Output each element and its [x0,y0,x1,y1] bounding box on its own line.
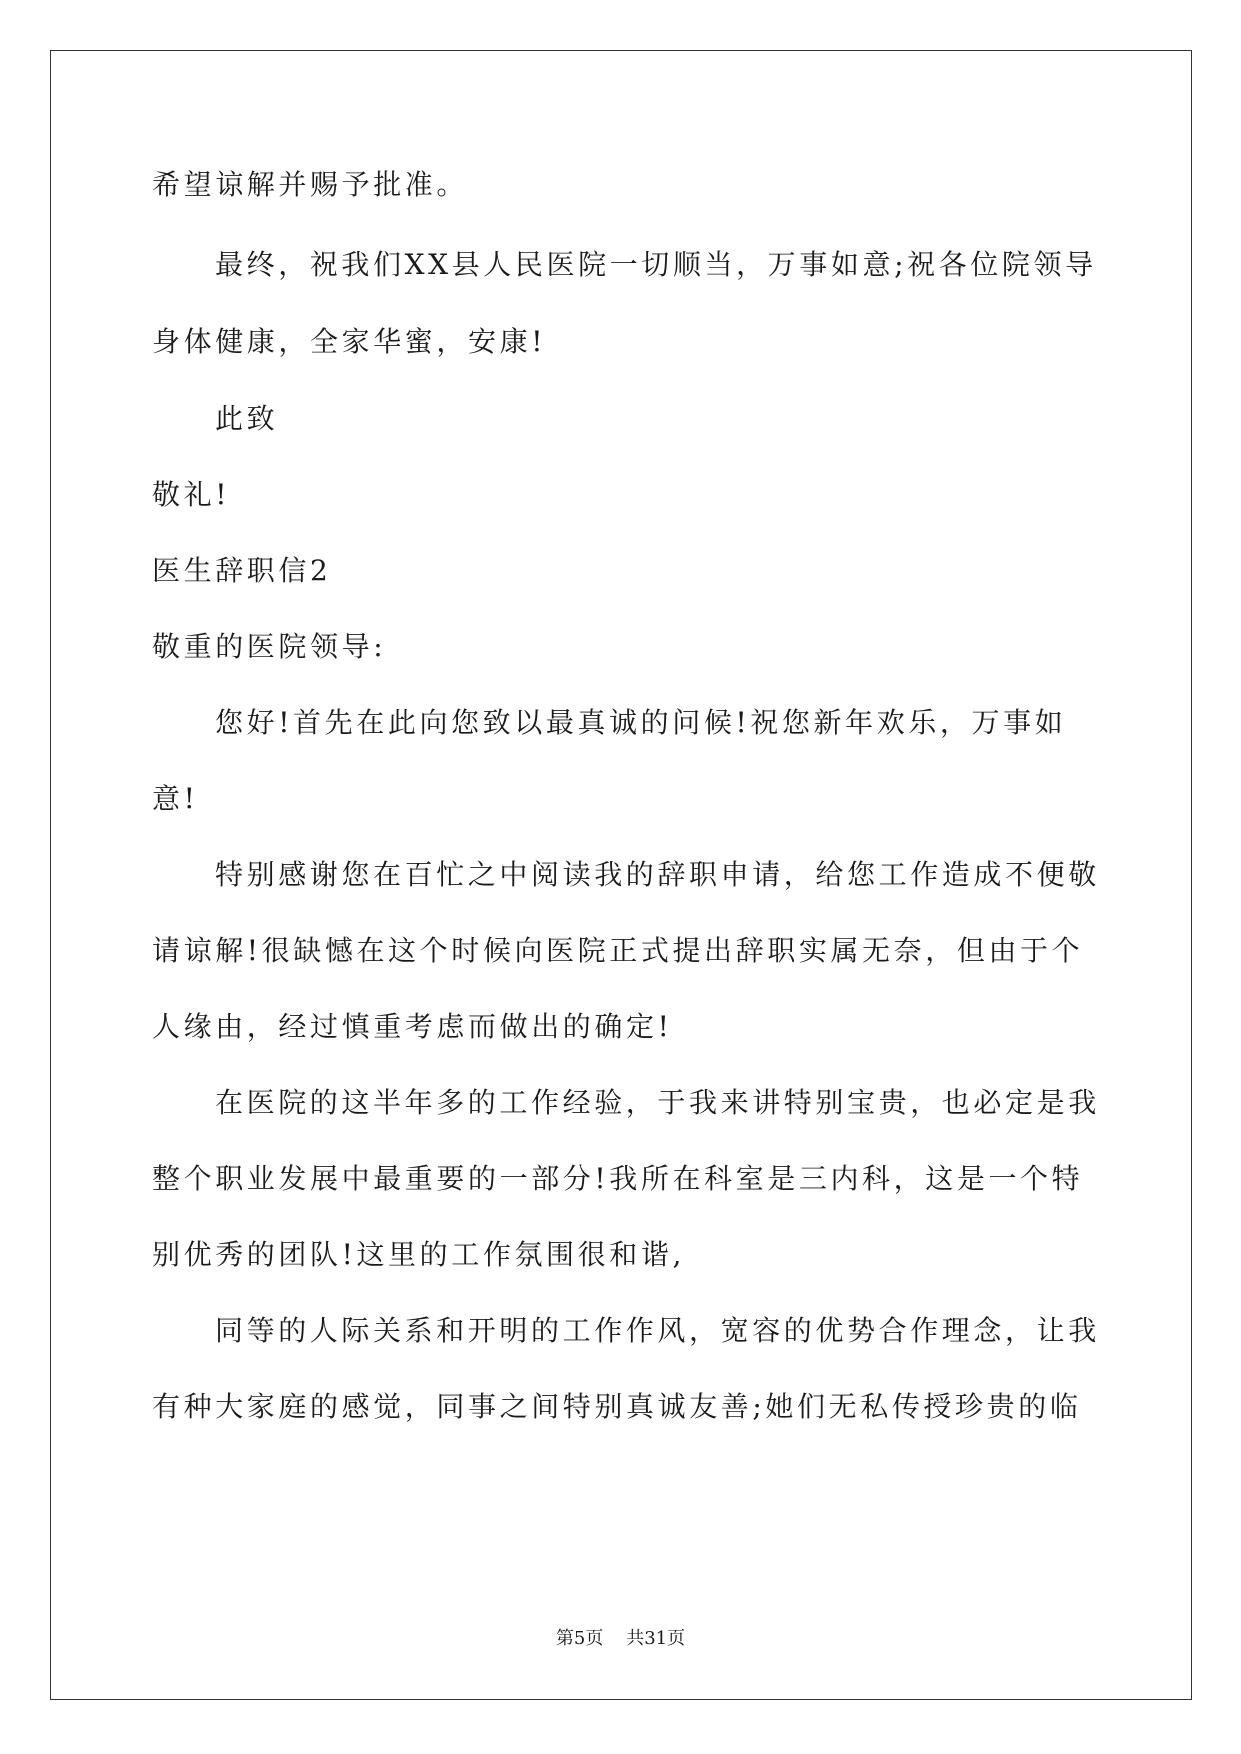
body-line-12: 人缘由，经过慎重考虑而做出的确定! [152,1010,673,1043]
page-number: 第5页 [555,1628,604,1649]
body-line-13: 在医院的这半年多的工作经验，于我来讲特别宝贵，也必定是我 [215,1086,1100,1119]
greeting: 敬重的医院领导: [152,630,387,663]
closing-salutation: 此致 [215,402,279,435]
closing-regards: 敬礼! [152,478,231,511]
body-line-16: 同等的人际关系和开明的工作作风，宽容的优势合作理念，让我 [215,1314,1100,1347]
page-total: 共31页 [626,1628,686,1649]
section-title: 医生辞职信2 [152,554,332,587]
body-line-9: 意! [152,782,199,815]
body-line-15: 别优秀的团队!这里的工作氛围很和谐, [152,1238,685,1271]
body-line-10: 特别感谢您在百忙之中阅读我的辞职申请，给您工作造成不便敬 [215,858,1100,891]
body-line-8: 您好!首先在此向您致以最真诚的问候!祝您新年欢乐，万事如 [215,706,1067,739]
body-line-11: 请谅解!很缺憾在这个时候向医院正式提出辞职实属无奈，但由于个 [152,934,1084,967]
body-line-2: 最终，祝我们XX县人民医院一切顺当，万事如意;祝各位院领导 [215,248,1097,281]
body-line-1: 希望谅解并赐予批准。 [152,168,469,201]
body-line-14: 整个职业发展中最重要的一部分!我所在科室是三内科，这是一个特 [152,1162,1084,1195]
body-line-3: 身体健康，全家华蜜，安康! [152,325,547,358]
page-footer [0,1627,1241,1651]
body-line-17: 有种大家庭的感觉，同事之间特别真诚友善;她们无私传授珍贵的临 [152,1390,1082,1423]
